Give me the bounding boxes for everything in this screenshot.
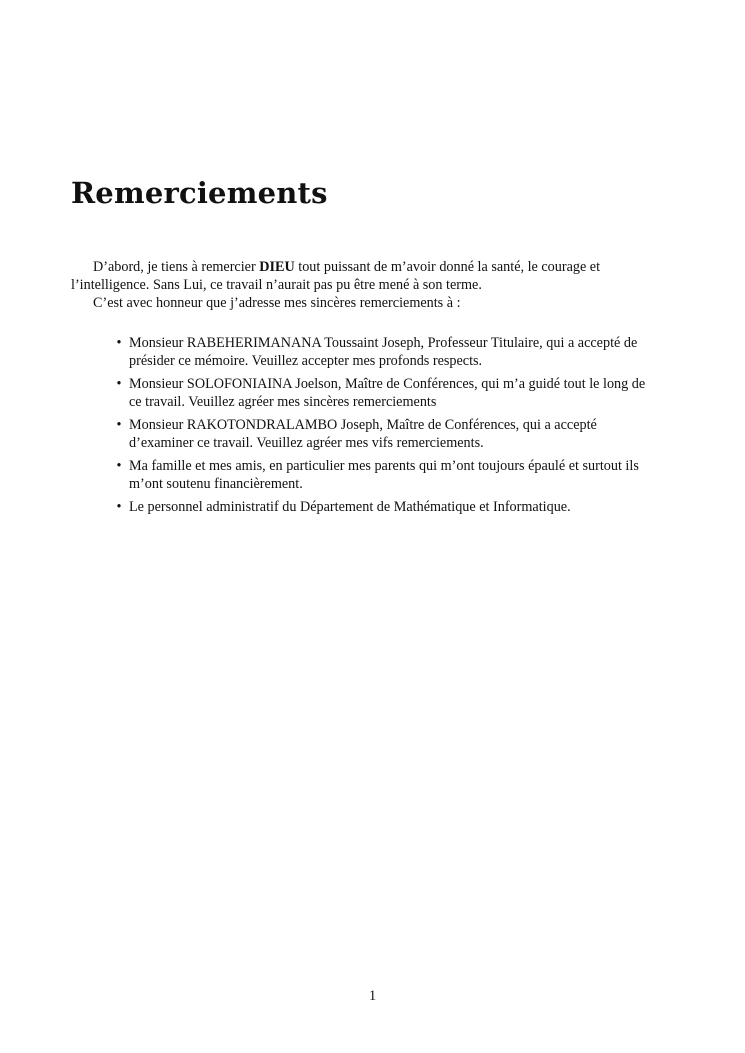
list-item	[112, 457, 652, 493]
list-item	[112, 375, 652, 411]
list-item-text: Le personnel administratif du Département de Mathématique et Informatique.	[129, 499, 571, 515]
list-item-text: Monsieur RAKOTONDRALAMBO Joseph, Maître de Conférences, qui a accepté d’examiner ce travail. Veuillez agréer mes vifs remerciements.	[129, 417, 597, 451]
intro-text-end: tout puissant de m’avoir donné la santé, le courage et l’intelligence. Sans Lui, ce travail n’aurait pas pu être mené à son terme.	[71, 259, 601, 293]
acknowledgement-list	[112, 334, 652, 521]
list-item	[112, 416, 652, 452]
lead-paragraph	[71, 294, 675, 312]
list-item	[112, 498, 652, 516]
bullet-icon: •	[116, 335, 122, 351]
page-number: 1	[368, 988, 377, 1004]
list-item	[112, 334, 652, 370]
bullet-icon: •	[116, 376, 122, 392]
intro-paragraph	[71, 258, 675, 294]
intro-text-start: D’abord, je tiens à remercier	[93, 259, 260, 275]
bullet-icon: •	[116, 458, 122, 474]
lead-text: C’est avec honneur que j’adresse mes sincères remerciements à :	[93, 295, 461, 311]
list-item-text: Monsieur RABEHERIMANANA Toussaint Joseph, Professeur Titulaire, qui a accepté de présider ce mémoire. Veuillez accepter mes profonds respects.	[129, 335, 638, 369]
page-title: Remerciements	[71, 176, 328, 210]
list-item-text: Monsieur SOLOFONIAINA Joelson, Maître de Conférences, qui m’a guidé tout le long de ce travail. Veuillez agréer mes sincères remerciements	[129, 376, 646, 410]
intro-bold-word: DIEU	[259, 259, 295, 275]
bullet-icon: •	[116, 499, 122, 515]
bullet-icon: •	[116, 417, 122, 433]
list-item-text: Ma famille et mes amis, en particulier mes parents qui m’ont toujours épaulé et surtout ils m’ont soutenu financièrement.	[129, 458, 639, 492]
